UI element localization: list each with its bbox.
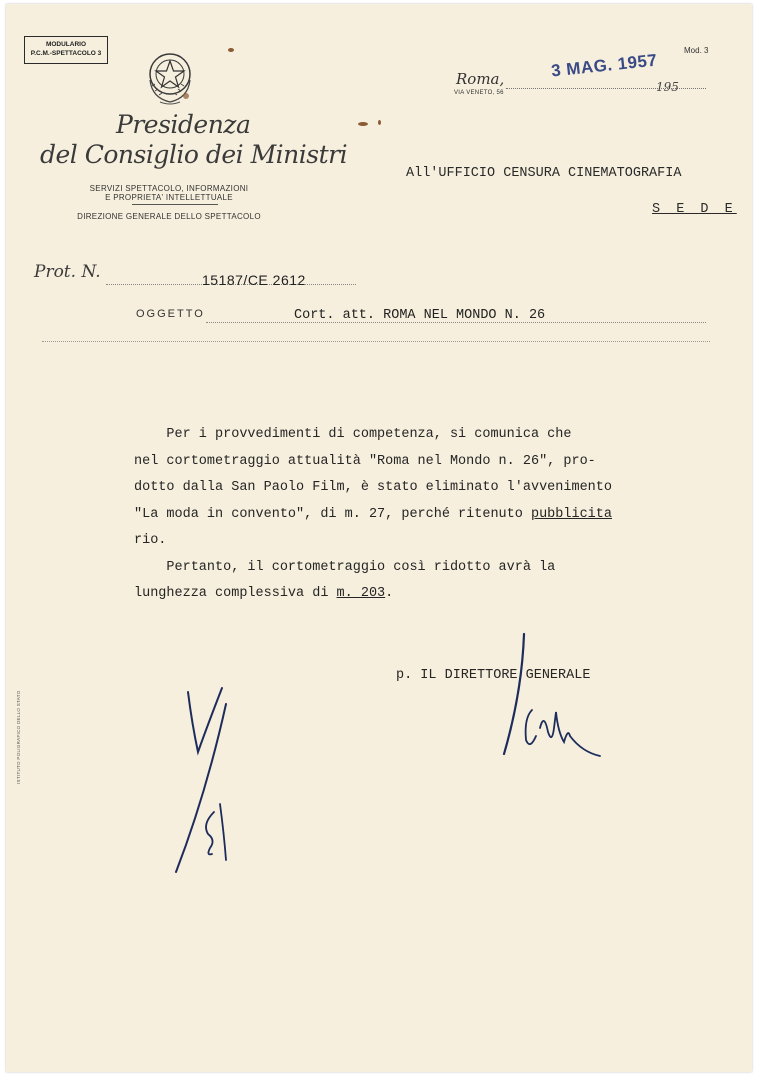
body-line: nel cortometraggio attualità "Roma nel Mondo n. 26", pro-: [134, 453, 596, 469]
letterhead-direzione: DIREZIONE GENERALE DELLO SPETTACOLO: [77, 212, 261, 221]
dateline-address: VIA VENETO, 56: [454, 90, 504, 96]
underlined-word: pubblicita: [530, 506, 612, 522]
dateline-year: 195: [656, 80, 679, 94]
italian-emblem-icon: [142, 46, 198, 108]
form-number: Mod. 3: [684, 46, 709, 55]
paper-stain: [378, 120, 381, 125]
paper-stain: [358, 122, 368, 126]
subject-label: OGGETTO: [136, 308, 205, 320]
body-line: Per i provvedimenti di competenza, si comunica che: [134, 427, 572, 442]
protocol-label: Prot. N.: [34, 262, 101, 282]
date-stamp: 3 MAG. 1957: [550, 50, 659, 81]
recipient-location: S E D E: [652, 202, 737, 217]
department-line-2: E PROPRIETA' INTELLETTUALE: [105, 193, 233, 202]
length-value: m. 203: [336, 586, 386, 601]
body-text: .: [385, 586, 394, 601]
body-line: [134, 502, 694, 529]
printer-imprint: ISTITUTO POLIGRAFICO DELLO STATO: [16, 690, 21, 784]
modulario-code: P.C.M.-SPETTACOLO 3: [30, 50, 102, 57]
body-line: dotto dalla San Paolo Film, è stato eliminato l'avvenimento: [134, 480, 612, 495]
body-line: Pertanto, il cortometraggio così ridotto avrà la: [134, 559, 556, 575]
body-line: rio.: [134, 533, 167, 548]
body-line: [134, 581, 694, 608]
body-text: "La moda in convento", di m. 27, perché ritenuto: [134, 506, 531, 522]
header-separator: [42, 341, 710, 342]
letter-body: [134, 422, 694, 608]
letterhead-presidenza: Presidenza: [116, 110, 251, 139]
director-signature: [496, 632, 616, 762]
letterhead-department: [44, 184, 294, 202]
protocol-number: 15187/CE 2612: [202, 272, 306, 288]
document-page: [6, 4, 752, 1072]
recipient-office: All'UFFICIO CENSURA CINEMATOGRAFIA: [406, 166, 682, 181]
letterhead-divider: [132, 204, 218, 205]
modulario-box: [24, 36, 108, 64]
signer-title: p. IL DIRETTORE GENERALE: [396, 668, 591, 683]
department-line-1: SERVIZI SPETTACOLO, INFORMAZIONI: [89, 184, 249, 193]
dateline-city: Roma,: [456, 70, 505, 88]
subject-value: Cort. att. ROMA NEL MONDO N. 26: [294, 308, 546, 323]
body-text: lunghezza complessiva di: [134, 586, 337, 601]
initials-signature: [166, 684, 246, 884]
letterhead-consiglio: del Consiglio dei Ministri: [40, 140, 348, 169]
modulario-label: MODULARIO: [45, 41, 87, 48]
paper-stain: [228, 48, 234, 52]
